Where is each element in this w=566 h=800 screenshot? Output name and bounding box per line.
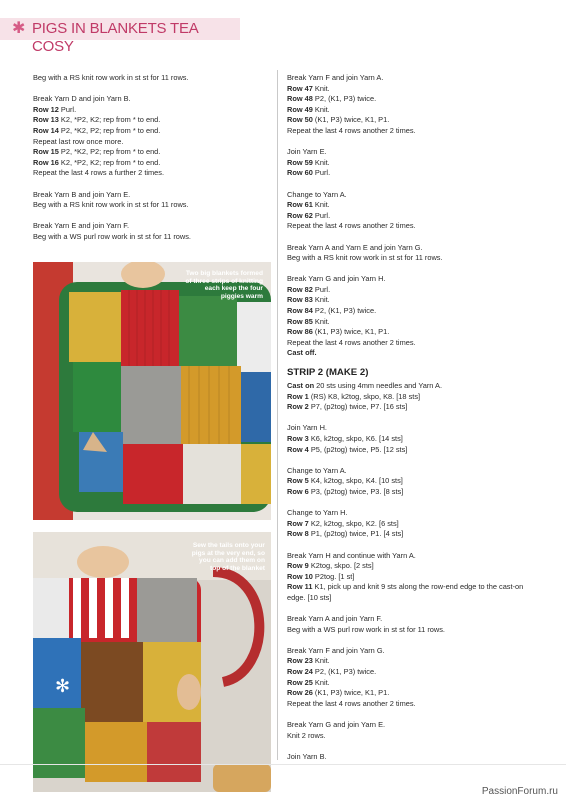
row-label: Row 60 — [287, 168, 313, 178]
instruction-line — [287, 84, 542, 95]
instruction-text: Beg with a RS knit row work in st st for 11 rows. — [33, 200, 189, 210]
instruction-line — [287, 190, 542, 201]
row-label: Row 86 — [287, 327, 313, 337]
instruction-text: (K1, P3) twice, K1, P1. — [312, 688, 390, 698]
instruction-text: Beg with a WS purl row work in st st for 11 rows. — [287, 624, 445, 634]
instruction-line — [287, 285, 542, 296]
column-divider — [277, 70, 278, 760]
instruction-line — [287, 614, 542, 625]
instruction-text: Break Yarn D and join Yarn B. — [33, 94, 131, 104]
row-label: Row 4 — [287, 444, 309, 454]
row-label: Row 47 — [287, 83, 313, 93]
row-label: Row 8 — [287, 529, 309, 539]
left-block-3 — [33, 190, 271, 211]
tea-cosy-photo-top — [33, 262, 271, 520]
right-column — [287, 73, 542, 762]
instruction-text: Join Yarn B. — [287, 751, 327, 761]
instruction-line — [33, 73, 271, 84]
right-block-4 — [287, 243, 542, 264]
instruction-line — [287, 253, 542, 264]
instruction-text: Break Yarn G and join Yarn E. — [287, 720, 386, 730]
instruction-text: P2tog. [1 st] — [312, 571, 355, 581]
instruction-line — [287, 625, 542, 636]
row-label: Row 25 — [287, 677, 313, 687]
instruction-line — [287, 688, 542, 699]
instruction-text: K2, k2tog, skpo, K2. [6 sts] — [308, 518, 399, 528]
left-column — [33, 73, 271, 243]
left-block-4 — [33, 221, 271, 242]
instruction-line — [33, 137, 271, 148]
row-label: Row 1 — [287, 391, 309, 401]
instruction-line — [287, 306, 542, 317]
instruction-line — [287, 561, 542, 572]
row-label: Cast on — [287, 381, 315, 391]
instruction-line — [287, 115, 542, 126]
right-block-8 — [287, 466, 542, 498]
instruction-text: Repeat the last 4 rows another 2 times. — [287, 337, 416, 347]
row-label: Row 16 — [33, 157, 59, 167]
row-label: Row 5 — [287, 476, 309, 486]
row-label: Row 50 — [287, 115, 313, 125]
right-block-3 — [287, 190, 542, 232]
instruction-line — [33, 115, 271, 126]
instruction-line — [287, 519, 542, 530]
instruction-line — [287, 147, 542, 158]
instruction-line — [33, 94, 271, 105]
instruction-line — [287, 392, 542, 403]
instruction-text: K2, *P2, K2; rep from * to end. — [58, 115, 161, 125]
instruction-text: Repeat the last 4 rows another 2 times. — [287, 221, 416, 231]
row-label: Row 7 — [287, 518, 309, 528]
instruction-text: Change to Yarn A. — [287, 189, 347, 199]
instruction-text: (K1, P3) twice, K1, P1. — [312, 115, 390, 125]
instruction-text: Repeat last row once more. — [33, 136, 124, 146]
instruction-text: P2, *K2, P2; rep from * to end. — [58, 147, 161, 157]
instruction-line — [287, 94, 542, 105]
instruction-text: Break Yarn F and join Yarn G. — [287, 645, 385, 655]
instruction-text: Join Yarn E. — [287, 147, 327, 157]
instruction-text: Change to Yarn A. — [287, 465, 347, 475]
instruction-text: Repeat the last 4 rows a further 2 times. — [33, 168, 165, 178]
instruction-line — [33, 200, 271, 211]
instruction-line — [33, 190, 271, 201]
instruction-text: P2, (K1, P3) twice. — [312, 306, 377, 316]
instruction-line — [287, 126, 542, 137]
instruction-text: Knit. — [312, 104, 330, 114]
instruction-text: Break Yarn G and join Yarn H. — [287, 274, 386, 284]
instruction-line — [287, 317, 542, 328]
instruction-text: Break Yarn B and join Yarn E. — [33, 189, 131, 199]
instruction-line — [287, 73, 542, 84]
instruction-text: Knit. — [312, 157, 330, 167]
right-block-10 — [287, 551, 542, 604]
instruction-text: 20 sts using 4mm needles and Yarn A. — [314, 381, 443, 391]
instruction-line — [287, 295, 542, 306]
instruction-line — [287, 551, 542, 562]
watermark: PassionForum.ru — [481, 786, 558, 797]
instruction-text: K2tog, skpo. [2 sts] — [308, 561, 374, 571]
row-label: Row 62 — [287, 210, 313, 220]
instruction-line — [33, 232, 271, 243]
instruction-text: Break Yarn A and join Yarn F. — [287, 614, 383, 624]
instruction-text: P5, (p2tog) twice, P5. [12 sts] — [308, 444, 408, 454]
instruction-text: Beg with a RS knit row work in st st for 11 rows. — [33, 73, 189, 82]
instruction-text: (K1, P3) twice, K1, P1. — [312, 327, 390, 337]
row-label: Row 23 — [287, 656, 313, 666]
left-block-1 — [33, 73, 271, 84]
instruction-text: K1, pick up and knit 9 sts along the row-end edge to the cast-on edge. [10 sts] — [287, 582, 524, 602]
instruction-text: Purl. — [312, 168, 331, 178]
row-label: Cast off. — [287, 348, 317, 358]
caption-top: Two big blankets formed of three strips of knitting each keep the four piggies warm — [185, 270, 263, 300]
row-label: Row 85 — [287, 316, 313, 326]
instruction-text: Break Yarn F and join Yarn A. — [287, 73, 384, 82]
right-block-14 — [287, 752, 542, 763]
row-label: Row 82 — [287, 284, 313, 294]
right-block-2 — [287, 147, 542, 179]
instruction-text: P1, (p2tog) twice, P1. [4 sts] — [308, 529, 404, 539]
asterisk-icon: ✱ — [12, 20, 26, 37]
instruction-text: Knit 2 rows. — [287, 730, 326, 740]
instruction-line — [287, 445, 542, 456]
instruction-line — [287, 327, 542, 338]
instruction-text: Break Yarn E and join Yarn F. — [33, 221, 129, 231]
instruction-line — [287, 243, 542, 254]
instruction-line — [33, 126, 271, 137]
instruction-text: Break Yarn A and Yarn E and join Yarn G. — [287, 242, 423, 252]
row-label: Row 6 — [287, 486, 309, 496]
instruction-line — [287, 667, 542, 678]
instruction-text: P3, (p2tog) twice, P3. [8 sts] — [308, 486, 404, 496]
row-label: Row 11 — [287, 582, 313, 592]
row-label: Row 13 — [33, 115, 59, 125]
instruction-text: Repeat the last 4 rows another 2 times. — [287, 125, 416, 135]
row-label: Row 48 — [287, 94, 313, 104]
instruction-line — [33, 105, 271, 116]
instruction-text: Change to Yarn H. — [287, 508, 348, 518]
instruction-line — [287, 402, 542, 413]
instruction-line — [287, 656, 542, 667]
row-label: Row 83 — [287, 295, 313, 305]
instruction-line — [287, 466, 542, 477]
instruction-line — [287, 720, 542, 731]
svg-text:✻: ✻ — [55, 676, 71, 697]
instruction-text: (RS) K8, k2tog, skpo, K8. [18 sts] — [308, 391, 421, 401]
row-label: Row 61 — [287, 200, 313, 210]
instruction-text: P2, (K1, P3) twice. — [312, 94, 377, 104]
right-block-6 — [287, 381, 542, 413]
instruction-text: Knit. — [312, 200, 330, 210]
section-heading: STRIP 2 (MAKE 2) — [287, 367, 369, 379]
tea-cosy-photo-bottom — [33, 532, 271, 792]
instruction-line — [287, 348, 542, 359]
instruction-text: Break Yarn H and continue with Yarn A. — [287, 550, 416, 560]
instruction-text: P2, *K2, P2; rep from * to end. — [58, 125, 161, 135]
instruction-line — [33, 168, 271, 179]
row-label: Row 12 — [33, 104, 59, 114]
instruction-line — [287, 678, 542, 689]
page-title: PIGS IN BLANKETS TEA COSY — [32, 20, 198, 55]
right-block-12 — [287, 646, 542, 710]
right-block-7 — [287, 423, 542, 455]
left-block-2 — [33, 94, 271, 179]
instruction-line — [287, 221, 542, 232]
instruction-line — [287, 338, 542, 349]
right-block-9 — [287, 508, 542, 540]
instruction-line — [287, 200, 542, 211]
instruction-line — [33, 147, 271, 158]
instruction-text: Knit. — [312, 316, 330, 326]
instruction-line — [287, 731, 542, 742]
row-label: Row 84 — [287, 306, 313, 316]
instruction-text: K4, k2tog, skpo, K4. [10 sts] — [308, 476, 403, 486]
instruction-text: Beg with a WS purl row work in st st for 11 rows. — [33, 231, 191, 241]
instruction-text: Purl. — [312, 210, 331, 220]
instruction-text: K2, *P2, K2; rep from * to end. — [58, 157, 161, 167]
knitted-blanket-image — [33, 262, 271, 520]
row-label: Row 3 — [287, 434, 309, 443]
row-label: Row 26 — [287, 688, 313, 698]
instruction-text: Knit. — [312, 295, 330, 305]
row-label: Row 14 — [33, 125, 59, 135]
instruction-line — [287, 699, 542, 710]
instruction-text: Join Yarn H. — [287, 423, 327, 433]
instruction-line — [287, 381, 542, 392]
instruction-text: P2, (K1, P3) twice. — [312, 667, 377, 677]
instruction-line — [287, 158, 542, 169]
instruction-text: K6, k2tog, skpo, K6. [14 sts] — [308, 434, 403, 443]
right-block-1 — [287, 73, 542, 137]
instruction-text: Knit. — [312, 656, 330, 666]
instruction-text: Knit. — [312, 83, 330, 93]
instruction-line — [287, 274, 542, 285]
instruction-text: P7, (p2tog) twice, P7. [16 sts] — [308, 402, 408, 412]
row-label: Row 24 — [287, 667, 313, 677]
instruction-line — [287, 508, 542, 519]
caption-bottom: Sew the tails onto your pigs at the very end, so you can add them on top of the blanket — [191, 542, 265, 572]
instruction-line — [287, 646, 542, 657]
instruction-line — [287, 423, 542, 434]
instruction-text: Purl. — [58, 104, 77, 114]
instruction-line — [287, 105, 542, 116]
instruction-line — [287, 434, 542, 445]
instruction-text: Repeat the last 4 rows another 2 times. — [287, 698, 416, 708]
page-header — [0, 18, 240, 55]
footer-rule — [0, 764, 566, 765]
instruction-line — [33, 158, 271, 169]
row-label: Row 59 — [287, 157, 313, 167]
instruction-line — [287, 529, 542, 540]
right-block-11 — [287, 614, 542, 635]
instruction-line — [287, 582, 542, 603]
right-block-13 — [287, 720, 542, 741]
right-block-5 — [287, 274, 542, 359]
instruction-line — [287, 168, 542, 179]
instruction-text: Knit. — [312, 677, 330, 687]
instruction-line — [287, 487, 542, 498]
row-label: Row 10 — [287, 571, 313, 581]
instruction-line — [287, 476, 542, 487]
row-label: Row 2 — [287, 402, 309, 412]
row-label: Row 9 — [287, 561, 309, 571]
instruction-line — [287, 752, 542, 763]
row-label: Row 15 — [33, 147, 59, 157]
instruction-line — [287, 572, 542, 583]
instruction-text: Purl. — [312, 284, 331, 294]
instruction-line — [287, 211, 542, 222]
instruction-line — [33, 221, 271, 232]
row-label: Row 49 — [287, 104, 313, 114]
instruction-text: Beg with a RS knit row work in st st for 11 rows. — [287, 253, 443, 263]
